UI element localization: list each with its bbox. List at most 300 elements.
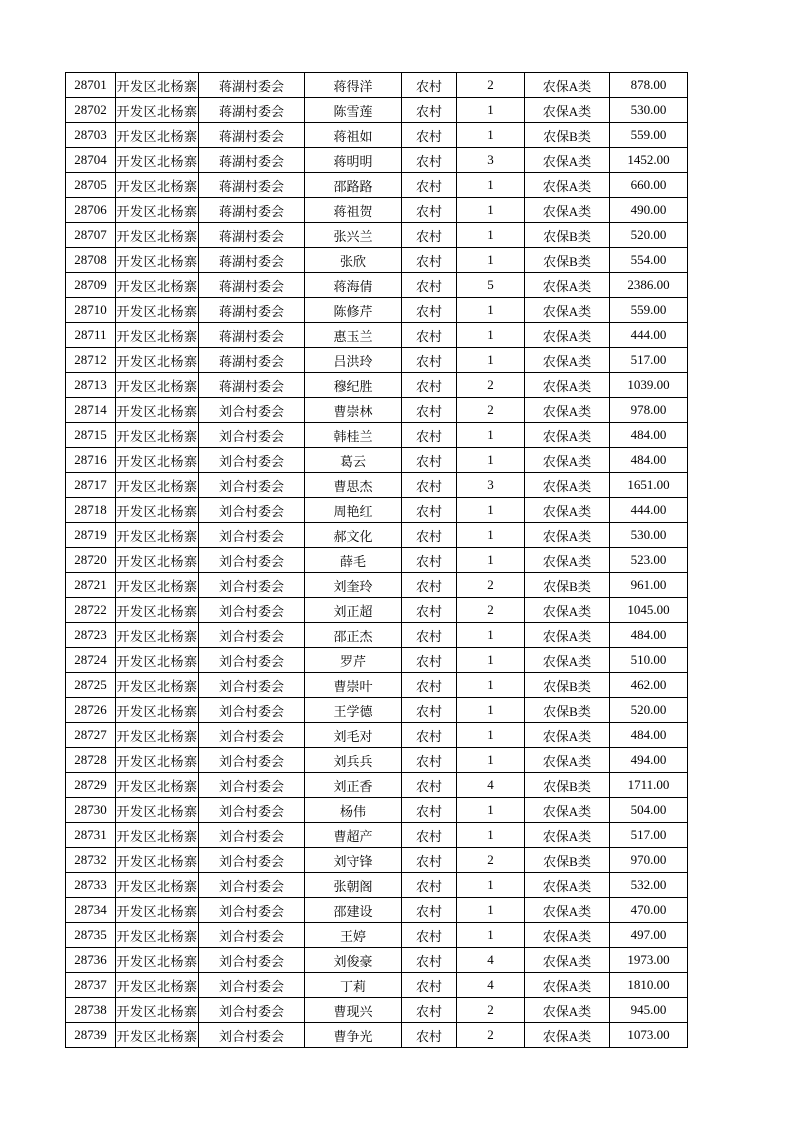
- cell-committee: 刘合村委会: [199, 848, 305, 873]
- cell-record-id: 28701: [66, 73, 116, 98]
- table-row: [66, 198, 688, 223]
- cell-insurance-category: 农保B类: [525, 848, 610, 873]
- cell-household-type: 农村: [402, 948, 457, 973]
- cell-committee: 刘合村委会: [199, 948, 305, 973]
- cell-district: 开发区北杨寨: [116, 573, 199, 598]
- cell-insurance-category: 农保A类: [525, 448, 610, 473]
- cell-record-id: 28737: [66, 973, 116, 998]
- cell-district: 开发区北杨寨: [116, 948, 199, 973]
- cell-person-name: 陈雪莲: [305, 98, 402, 123]
- cell-person-name: 刘正超: [305, 598, 402, 623]
- cell-district: 开发区北杨寨: [116, 873, 199, 898]
- cell-amount: 978.00: [610, 398, 688, 423]
- cell-district: 开发区北杨寨: [116, 623, 199, 648]
- cell-record-id: 28724: [66, 648, 116, 673]
- cell-household-type: 农村: [402, 773, 457, 798]
- cell-district: 开发区北杨寨: [116, 298, 199, 323]
- cell-person-count: 1: [457, 98, 525, 123]
- cell-committee: 刘合村委会: [199, 548, 305, 573]
- cell-household-type: 农村: [402, 498, 457, 523]
- cell-person-count: 2: [457, 373, 525, 398]
- cell-person-name: 惠玉兰: [305, 323, 402, 348]
- cell-district: 开发区北杨寨: [116, 123, 199, 148]
- cell-district: 开发区北杨寨: [116, 598, 199, 623]
- cell-district: 开发区北杨寨: [116, 73, 199, 98]
- table-row: [66, 173, 688, 198]
- cell-household-type: 农村: [402, 523, 457, 548]
- cell-district: 开发区北杨寨: [116, 398, 199, 423]
- cell-household-type: 农村: [402, 323, 457, 348]
- cell-record-id: 28728: [66, 748, 116, 773]
- cell-district: 开发区北杨寨: [116, 798, 199, 823]
- cell-insurance-category: 农保A类: [525, 898, 610, 923]
- table-row: [66, 673, 688, 698]
- cell-record-id: 28719: [66, 523, 116, 548]
- table-row: [66, 748, 688, 773]
- cell-district: 开发区北杨寨: [116, 348, 199, 373]
- cell-person-name: 薛毛: [305, 548, 402, 573]
- cell-household-type: 农村: [402, 723, 457, 748]
- cell-person-name: 丁莉: [305, 973, 402, 998]
- table-row: [66, 923, 688, 948]
- table-row: [66, 873, 688, 898]
- cell-insurance-category: 农保A类: [525, 823, 610, 848]
- cell-household-type: 农村: [402, 373, 457, 398]
- cell-insurance-category: 农保A类: [525, 598, 610, 623]
- cell-district: 开发区北杨寨: [116, 698, 199, 723]
- cell-insurance-category: 农保A类: [525, 648, 610, 673]
- cell-person-count: 1: [457, 223, 525, 248]
- cell-insurance-category: 农保A类: [525, 923, 610, 948]
- cell-insurance-category: 农保A类: [525, 273, 610, 298]
- cell-district: 开发区北杨寨: [116, 973, 199, 998]
- cell-person-count: 3: [457, 148, 525, 173]
- cell-insurance-category: 农保A类: [525, 173, 610, 198]
- benefits-table: [65, 72, 688, 1048]
- cell-person-count: 2: [457, 848, 525, 873]
- table-row: [66, 848, 688, 873]
- cell-record-id: 28722: [66, 598, 116, 623]
- table-row: [66, 448, 688, 473]
- cell-person-name: 张欣: [305, 248, 402, 273]
- cell-record-id: 28734: [66, 898, 116, 923]
- cell-household-type: 农村: [402, 123, 457, 148]
- cell-amount: 970.00: [610, 848, 688, 873]
- cell-district: 开发区北杨寨: [116, 198, 199, 223]
- cell-insurance-category: 农保A类: [525, 73, 610, 98]
- cell-person-count: 1: [457, 898, 525, 923]
- table-row: [66, 473, 688, 498]
- cell-record-id: 28721: [66, 573, 116, 598]
- cell-amount: 1711.00: [610, 773, 688, 798]
- cell-insurance-category: 农保A类: [525, 473, 610, 498]
- cell-amount: 470.00: [610, 898, 688, 923]
- cell-household-type: 农村: [402, 623, 457, 648]
- cell-household-type: 农村: [402, 648, 457, 673]
- table-row: [66, 273, 688, 298]
- table-row: [66, 973, 688, 998]
- cell-person-name: 张朝阁: [305, 873, 402, 898]
- cell-committee: 刘合村委会: [199, 423, 305, 448]
- cell-committee: 刘合村委会: [199, 598, 305, 623]
- cell-household-type: 农村: [402, 98, 457, 123]
- cell-insurance-category: 农保A类: [525, 148, 610, 173]
- cell-district: 开发区北杨寨: [116, 273, 199, 298]
- cell-insurance-category: 农保A类: [525, 748, 610, 773]
- cell-person-name: 刘奎玲: [305, 573, 402, 598]
- cell-amount: 494.00: [610, 748, 688, 773]
- cell-district: 开发区北杨寨: [116, 248, 199, 273]
- cell-household-type: 农村: [402, 473, 457, 498]
- table-row: [66, 548, 688, 573]
- cell-household-type: 农村: [402, 1023, 457, 1048]
- cell-amount: 1073.00: [610, 1023, 688, 1048]
- cell-person-count: 1: [457, 523, 525, 548]
- cell-person-count: 4: [457, 948, 525, 973]
- cell-person-name: 蒋祖如: [305, 123, 402, 148]
- cell-amount: 504.00: [610, 798, 688, 823]
- cell-person-name: 刘守锋: [305, 848, 402, 873]
- table-row: [66, 98, 688, 123]
- cell-amount: 484.00: [610, 448, 688, 473]
- cell-household-type: 农村: [402, 673, 457, 698]
- cell-district: 开发区北杨寨: [116, 223, 199, 248]
- cell-person-name: 曹争光: [305, 1023, 402, 1048]
- cell-insurance-category: 农保B类: [525, 248, 610, 273]
- cell-insurance-category: 农保A类: [525, 973, 610, 998]
- cell-household-type: 农村: [402, 173, 457, 198]
- cell-record-id: 28714: [66, 398, 116, 423]
- cell-household-type: 农村: [402, 448, 457, 473]
- cell-record-id: 28727: [66, 723, 116, 748]
- table-row: [66, 1023, 688, 1048]
- cell-amount: 444.00: [610, 323, 688, 348]
- cell-household-type: 农村: [402, 848, 457, 873]
- cell-person-count: 1: [457, 248, 525, 273]
- cell-record-id: 28735: [66, 923, 116, 948]
- cell-person-count: 2: [457, 1023, 525, 1048]
- cell-district: 开发区北杨寨: [116, 498, 199, 523]
- cell-amount: 559.00: [610, 123, 688, 148]
- cell-record-id: 28716: [66, 448, 116, 473]
- cell-record-id: 28731: [66, 823, 116, 848]
- cell-person-count: 1: [457, 448, 525, 473]
- cell-person-name: 杨伟: [305, 798, 402, 823]
- cell-person-count: 1: [457, 348, 525, 373]
- cell-committee: 刘合村委会: [199, 973, 305, 998]
- cell-committee: 蒋湖村委会: [199, 123, 305, 148]
- table-row: [66, 823, 688, 848]
- cell-committee: 刘合村委会: [199, 448, 305, 473]
- cell-person-name: 邵正杰: [305, 623, 402, 648]
- cell-household-type: 农村: [402, 873, 457, 898]
- cell-amount: 1651.00: [610, 473, 688, 498]
- cell-insurance-category: 农保B类: [525, 673, 610, 698]
- cell-insurance-category: 农保A类: [525, 1023, 610, 1048]
- table-row: [66, 698, 688, 723]
- cell-amount: 490.00: [610, 198, 688, 223]
- cell-amount: 660.00: [610, 173, 688, 198]
- cell-person-name: 葛云: [305, 448, 402, 473]
- cell-insurance-category: 农保A类: [525, 798, 610, 823]
- cell-insurance-category: 农保B类: [525, 123, 610, 148]
- cell-person-count: 1: [457, 873, 525, 898]
- cell-household-type: 农村: [402, 898, 457, 923]
- cell-amount: 1452.00: [610, 148, 688, 173]
- cell-insurance-category: 农保A类: [525, 498, 610, 523]
- cell-record-id: 28729: [66, 773, 116, 798]
- table-row: [66, 423, 688, 448]
- cell-insurance-category: 农保A类: [525, 623, 610, 648]
- cell-committee: 蒋湖村委会: [199, 273, 305, 298]
- table-row: [66, 773, 688, 798]
- table-row: [66, 723, 688, 748]
- cell-insurance-category: 农保B类: [525, 773, 610, 798]
- cell-record-id: 28723: [66, 623, 116, 648]
- cell-person-name: 曹崇叶: [305, 673, 402, 698]
- cell-household-type: 农村: [402, 748, 457, 773]
- cell-person-name: 蒋祖贺: [305, 198, 402, 223]
- cell-amount: 510.00: [610, 648, 688, 673]
- cell-person-count: 1: [457, 648, 525, 673]
- cell-person-name: 郝文化: [305, 523, 402, 548]
- cell-person-name: 曹现兴: [305, 998, 402, 1023]
- cell-record-id: 28732: [66, 848, 116, 873]
- cell-person-name: 刘俊豪: [305, 948, 402, 973]
- cell-committee: 蒋湖村委会: [199, 373, 305, 398]
- cell-person-name: 罗芹: [305, 648, 402, 673]
- cell-district: 开发区北杨寨: [116, 1023, 199, 1048]
- cell-amount: 945.00: [610, 998, 688, 1023]
- cell-person-count: 1: [457, 123, 525, 148]
- cell-person-count: 2: [457, 573, 525, 598]
- cell-committee: 刘合村委会: [199, 923, 305, 948]
- cell-record-id: 28717: [66, 473, 116, 498]
- cell-committee: 刘合村委会: [199, 673, 305, 698]
- cell-insurance-category: 农保A类: [525, 398, 610, 423]
- table-row: [66, 623, 688, 648]
- table-row: [66, 248, 688, 273]
- table-row: [66, 223, 688, 248]
- cell-committee: 刘合村委会: [199, 623, 305, 648]
- table-row: [66, 398, 688, 423]
- cell-amount: 1973.00: [610, 948, 688, 973]
- cell-person-count: 5: [457, 273, 525, 298]
- cell-household-type: 农村: [402, 348, 457, 373]
- cell-insurance-category: 农保A类: [525, 298, 610, 323]
- cell-record-id: 28718: [66, 498, 116, 523]
- table-row: [66, 498, 688, 523]
- table-row: [66, 523, 688, 548]
- cell-committee: 刘合村委会: [199, 998, 305, 1023]
- cell-record-id: 28709: [66, 273, 116, 298]
- cell-committee: 刘合村委会: [199, 698, 305, 723]
- cell-person-count: 4: [457, 773, 525, 798]
- cell-committee: 刘合村委会: [199, 1023, 305, 1048]
- cell-insurance-category: 农保A类: [525, 548, 610, 573]
- cell-district: 开发区北杨寨: [116, 548, 199, 573]
- cell-committee: 刘合村委会: [199, 773, 305, 798]
- cell-person-count: 2: [457, 998, 525, 1023]
- cell-household-type: 农村: [402, 198, 457, 223]
- cell-insurance-category: 农保B类: [525, 698, 610, 723]
- cell-person-count: 1: [457, 748, 525, 773]
- cell-person-count: 1: [457, 923, 525, 948]
- cell-insurance-category: 农保A类: [525, 373, 610, 398]
- cell-committee: 蒋湖村委会: [199, 223, 305, 248]
- cell-record-id: 28706: [66, 198, 116, 223]
- cell-person-name: 曹思杰: [305, 473, 402, 498]
- table-row: [66, 573, 688, 598]
- table-row: [66, 373, 688, 398]
- cell-record-id: 28726: [66, 698, 116, 723]
- cell-amount: 530.00: [610, 523, 688, 548]
- cell-district: 开发区北杨寨: [116, 723, 199, 748]
- cell-insurance-category: 农保A类: [525, 98, 610, 123]
- cell-amount: 1045.00: [610, 598, 688, 623]
- table-row: [66, 73, 688, 98]
- cell-household-type: 农村: [402, 423, 457, 448]
- table-row: [66, 323, 688, 348]
- table-row: [66, 298, 688, 323]
- cell-person-count: 1: [457, 548, 525, 573]
- cell-district: 开发区北杨寨: [116, 648, 199, 673]
- cell-committee: 刘合村委会: [199, 648, 305, 673]
- cell-person-name: 穆纪胜: [305, 373, 402, 398]
- cell-insurance-category: 农保A类: [525, 723, 610, 748]
- cell-household-type: 农村: [402, 598, 457, 623]
- cell-committee: 蒋湖村委会: [199, 73, 305, 98]
- cell-record-id: 28713: [66, 373, 116, 398]
- cell-record-id: 28704: [66, 148, 116, 173]
- cell-committee: 刘合村委会: [199, 398, 305, 423]
- cell-amount: 554.00: [610, 248, 688, 273]
- cell-person-name: 曹崇林: [305, 398, 402, 423]
- cell-committee: 蒋湖村委会: [199, 198, 305, 223]
- table-row: [66, 648, 688, 673]
- cell-committee: 刘合村委会: [199, 523, 305, 548]
- cell-amount: 517.00: [610, 823, 688, 848]
- cell-person-count: 1: [457, 298, 525, 323]
- cell-person-name: 曹超产: [305, 823, 402, 848]
- cell-insurance-category: 农保B类: [525, 223, 610, 248]
- cell-insurance-category: 农保A类: [525, 348, 610, 373]
- cell-household-type: 农村: [402, 248, 457, 273]
- cell-committee: 刘合村委会: [199, 498, 305, 523]
- cell-person-count: 1: [457, 798, 525, 823]
- cell-committee: 刘合村委会: [199, 473, 305, 498]
- cell-person-name: 陈修芹: [305, 298, 402, 323]
- cell-person-count: 2: [457, 598, 525, 623]
- cell-amount: 517.00: [610, 348, 688, 373]
- cell-amount: 462.00: [610, 673, 688, 698]
- cell-insurance-category: 农保A类: [525, 198, 610, 223]
- cell-household-type: 农村: [402, 823, 457, 848]
- cell-person-name: 王学德: [305, 698, 402, 723]
- cell-district: 开发区北杨寨: [116, 423, 199, 448]
- cell-amount: 878.00: [610, 73, 688, 98]
- cell-person-name: 蒋明明: [305, 148, 402, 173]
- table-row: [66, 998, 688, 1023]
- cell-household-type: 农村: [402, 398, 457, 423]
- cell-person-name: 张兴兰: [305, 223, 402, 248]
- cell-district: 开发区北杨寨: [116, 898, 199, 923]
- cell-committee: 蒋湖村委会: [199, 98, 305, 123]
- cell-amount: 961.00: [610, 573, 688, 598]
- cell-household-type: 农村: [402, 73, 457, 98]
- cell-district: 开发区北杨寨: [116, 473, 199, 498]
- cell-district: 开发区北杨寨: [116, 148, 199, 173]
- cell-record-id: 28705: [66, 173, 116, 198]
- cell-committee: 蒋湖村委会: [199, 248, 305, 273]
- cell-record-id: 28703: [66, 123, 116, 148]
- cell-district: 开发区北杨寨: [116, 823, 199, 848]
- cell-person-name: 刘兵兵: [305, 748, 402, 773]
- cell-record-id: 28725: [66, 673, 116, 698]
- cell-record-id: 28708: [66, 248, 116, 273]
- cell-committee: 刘合村委会: [199, 823, 305, 848]
- cell-amount: 559.00: [610, 298, 688, 323]
- cell-committee: 蒋湖村委会: [199, 348, 305, 373]
- cell-insurance-category: 农保A类: [525, 998, 610, 1023]
- cell-amount: 520.00: [610, 223, 688, 248]
- cell-record-id: 28730: [66, 798, 116, 823]
- cell-household-type: 农村: [402, 148, 457, 173]
- cell-committee: 刘合村委会: [199, 573, 305, 598]
- cell-person-count: 1: [457, 173, 525, 198]
- cell-committee: 蒋湖村委会: [199, 298, 305, 323]
- cell-insurance-category: 农保A类: [525, 523, 610, 548]
- cell-person-name: 刘正香: [305, 773, 402, 798]
- cell-insurance-category: 农保B类: [525, 573, 610, 598]
- cell-household-type: 农村: [402, 298, 457, 323]
- cell-insurance-category: 农保A类: [525, 873, 610, 898]
- cell-insurance-category: 农保A类: [525, 423, 610, 448]
- cell-insurance-category: 农保A类: [525, 323, 610, 348]
- cell-person-name: 吕洪玲: [305, 348, 402, 373]
- cell-district: 开发区北杨寨: [116, 998, 199, 1023]
- cell-person-count: 1: [457, 698, 525, 723]
- cell-person-count: 1: [457, 623, 525, 648]
- cell-person-count: 4: [457, 973, 525, 998]
- cell-committee: 刘合村委会: [199, 898, 305, 923]
- cell-amount: 1810.00: [610, 973, 688, 998]
- cell-district: 开发区北杨寨: [116, 748, 199, 773]
- cell-household-type: 农村: [402, 548, 457, 573]
- cell-record-id: 28702: [66, 98, 116, 123]
- cell-district: 开发区北杨寨: [116, 448, 199, 473]
- cell-amount: 1039.00: [610, 373, 688, 398]
- cell-person-name: 邵建设: [305, 898, 402, 923]
- cell-amount: 2386.00: [610, 273, 688, 298]
- cell-amount: 532.00: [610, 873, 688, 898]
- table-row: [66, 598, 688, 623]
- cell-record-id: 28715: [66, 423, 116, 448]
- cell-committee: 蒋湖村委会: [199, 148, 305, 173]
- cell-person-name: 邵路路: [305, 173, 402, 198]
- cell-household-type: 农村: [402, 273, 457, 298]
- cell-person-count: 3: [457, 473, 525, 498]
- cell-amount: 497.00: [610, 923, 688, 948]
- cell-district: 开发区北杨寨: [116, 523, 199, 548]
- cell-person-count: 2: [457, 398, 525, 423]
- cell-committee: 刘合村委会: [199, 798, 305, 823]
- cell-person-name: 周艳红: [305, 498, 402, 523]
- cell-person-name: 刘毛对: [305, 723, 402, 748]
- cell-record-id: 28712: [66, 348, 116, 373]
- cell-committee: 刘合村委会: [199, 748, 305, 773]
- cell-district: 开发区北杨寨: [116, 673, 199, 698]
